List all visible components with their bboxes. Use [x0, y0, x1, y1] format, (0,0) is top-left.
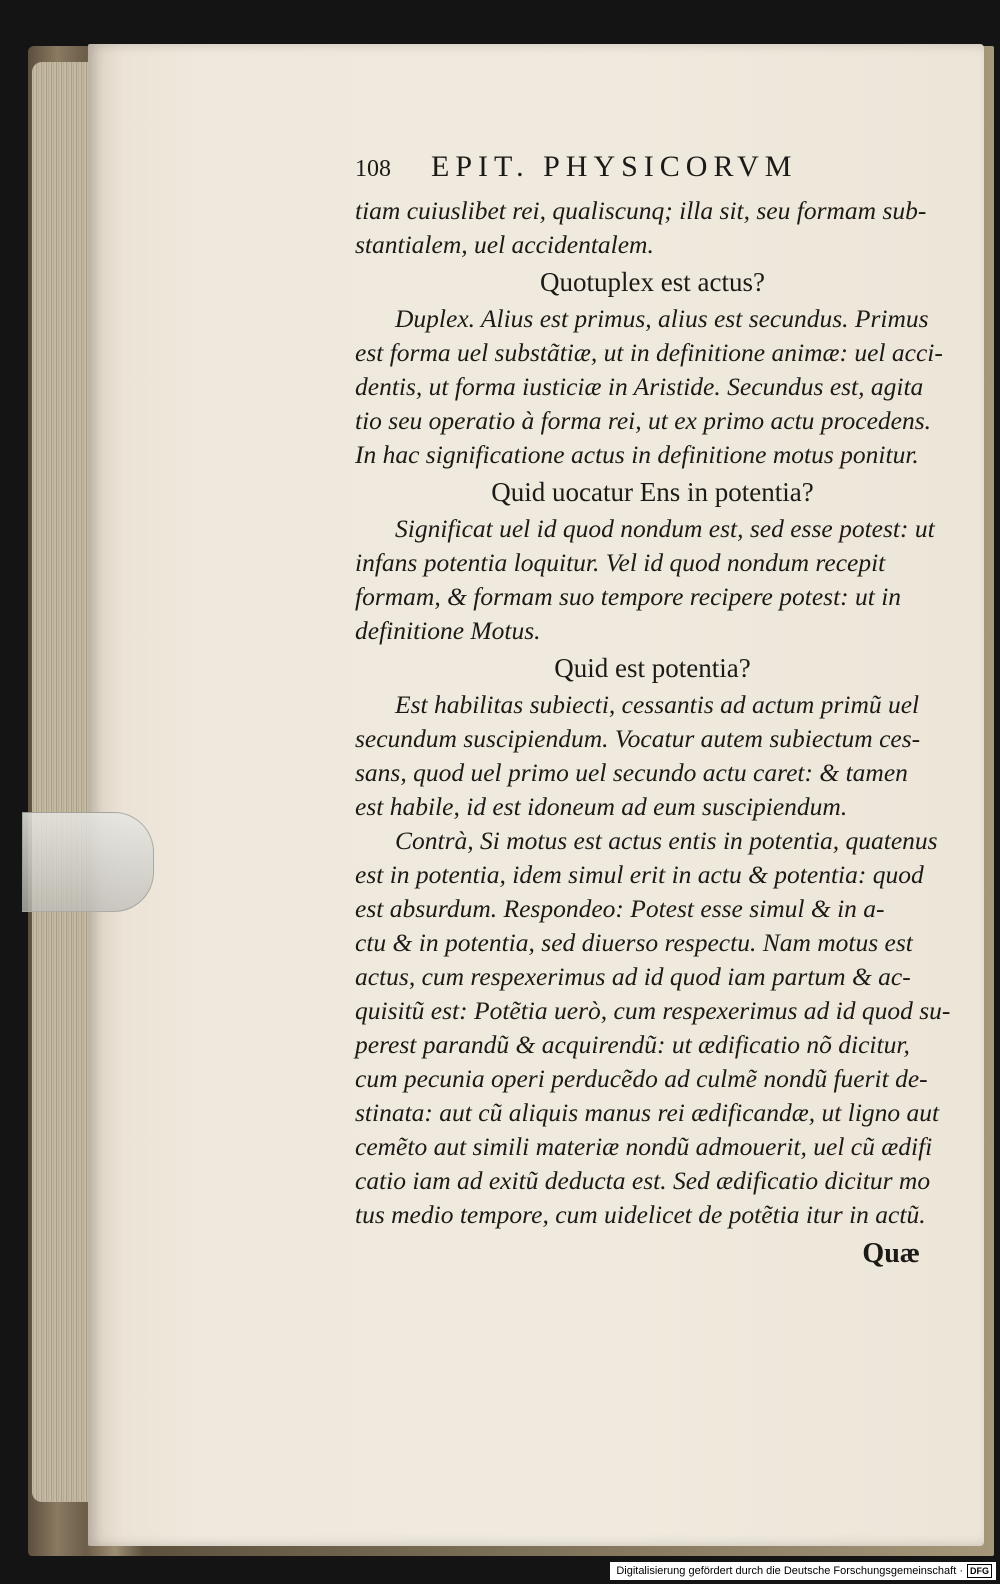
text-line: quisitũ est: Potẽtia uerò, cum respexerimus ad id quod su- [355, 996, 951, 1025]
section-heading: Quid uocatur Ens in potentia? [491, 477, 814, 507]
page-clip [22, 812, 154, 912]
text-line: est habile, id est idoneum ad eum suscipiendum. [355, 792, 848, 821]
text-line: perest parandũ & acquirendũ: ut ædificatio nõ dicitur, [355, 1030, 910, 1059]
text-line: ctu & in potentia, sed diuerso respectu. Nam motus est [355, 928, 913, 957]
text-line: dentis, ut forma iusticiæ in Aristide. Secundus est, agita [355, 372, 924, 401]
text-line: catio iam ad exitũ deducta est. Sed ædificatio dicitur mo [355, 1166, 931, 1195]
footer-credit-text: Digitalisierung gefördert durch die Deutsche Forschungsgemeinschaft · [616, 1565, 963, 1577]
text-line: tiam cuiuslibet rei, qualiscunq; illa sit, seu formam sub- [355, 196, 927, 225]
text-line: actus, cum respexerimus ad id quod iam partum & ac- [355, 962, 911, 991]
text-line: secundum suscipiendum. Vocatur autem subiectum ces- [355, 724, 921, 753]
text-line: tus medio tempore, cum uidelicet de potẽtia itur in actũ. [355, 1200, 926, 1229]
text-line: Contrà, Si motus est actus entis in potentia, quatenus [395, 826, 938, 855]
text-line: cum pecunia operi perducẽdo ad culmẽ nondũ fuerit de- [355, 1064, 928, 1093]
text-line: stinata: aut cũ aliquis manus rei ædificandæ, ut ligno aut [355, 1098, 940, 1127]
page-number: 108 [355, 156, 391, 182]
text-line: tio seu operatio à forma rei, ut ex primo actu procedens. [355, 406, 932, 435]
text-line: est absurdum. Respondeo: Potest esse simul & in a- [355, 894, 885, 923]
running-head [355, 150, 950, 194]
text-line: Duplex. Alius est primus, alius est secundus. Primus [395, 304, 929, 333]
running-title: EPIT. PHYSICORVM [431, 150, 798, 183]
text-line: sans, quod uel primo uel secundo actu caret: & tamen [355, 758, 908, 787]
text-line: stantialem, uel accidentalem. [355, 230, 654, 259]
text-line: In hac significatione actus in definitione motus ponitur. [355, 440, 919, 469]
footer-credit [610, 1562, 996, 1580]
text-line: Est habilitas subiecti, cessantis ad actum primũ uel [395, 690, 920, 719]
dfg-logo: DFG [967, 1564, 992, 1578]
text-line: est in potentia, idem simul erit in actu & potentia: quod [355, 860, 924, 889]
text-line: cemẽto aut simili materiæ nondũ admouerit, uel cũ ædifi [355, 1132, 933, 1161]
section-heading: Quotuplex est actus? [540, 267, 765, 297]
text-line: est forma uel substãtiæ, ut in definitione animæ: uel acci- [355, 338, 943, 367]
text-line: infans potentia loquitur. Vel id quod nondum recepit [355, 548, 886, 577]
catchword: Quæ [862, 1238, 920, 1269]
text-line: definitione Motus. [355, 616, 541, 645]
text-line: formam, & formam suo tempore recipere potest: ut in [355, 582, 902, 611]
section-heading: Quid est potentia? [554, 653, 751, 683]
text-block [355, 194, 950, 1232]
page-text [355, 150, 950, 1276]
text-line: Significat uel id quod nondum est, sed esse potest: ut [395, 514, 935, 543]
